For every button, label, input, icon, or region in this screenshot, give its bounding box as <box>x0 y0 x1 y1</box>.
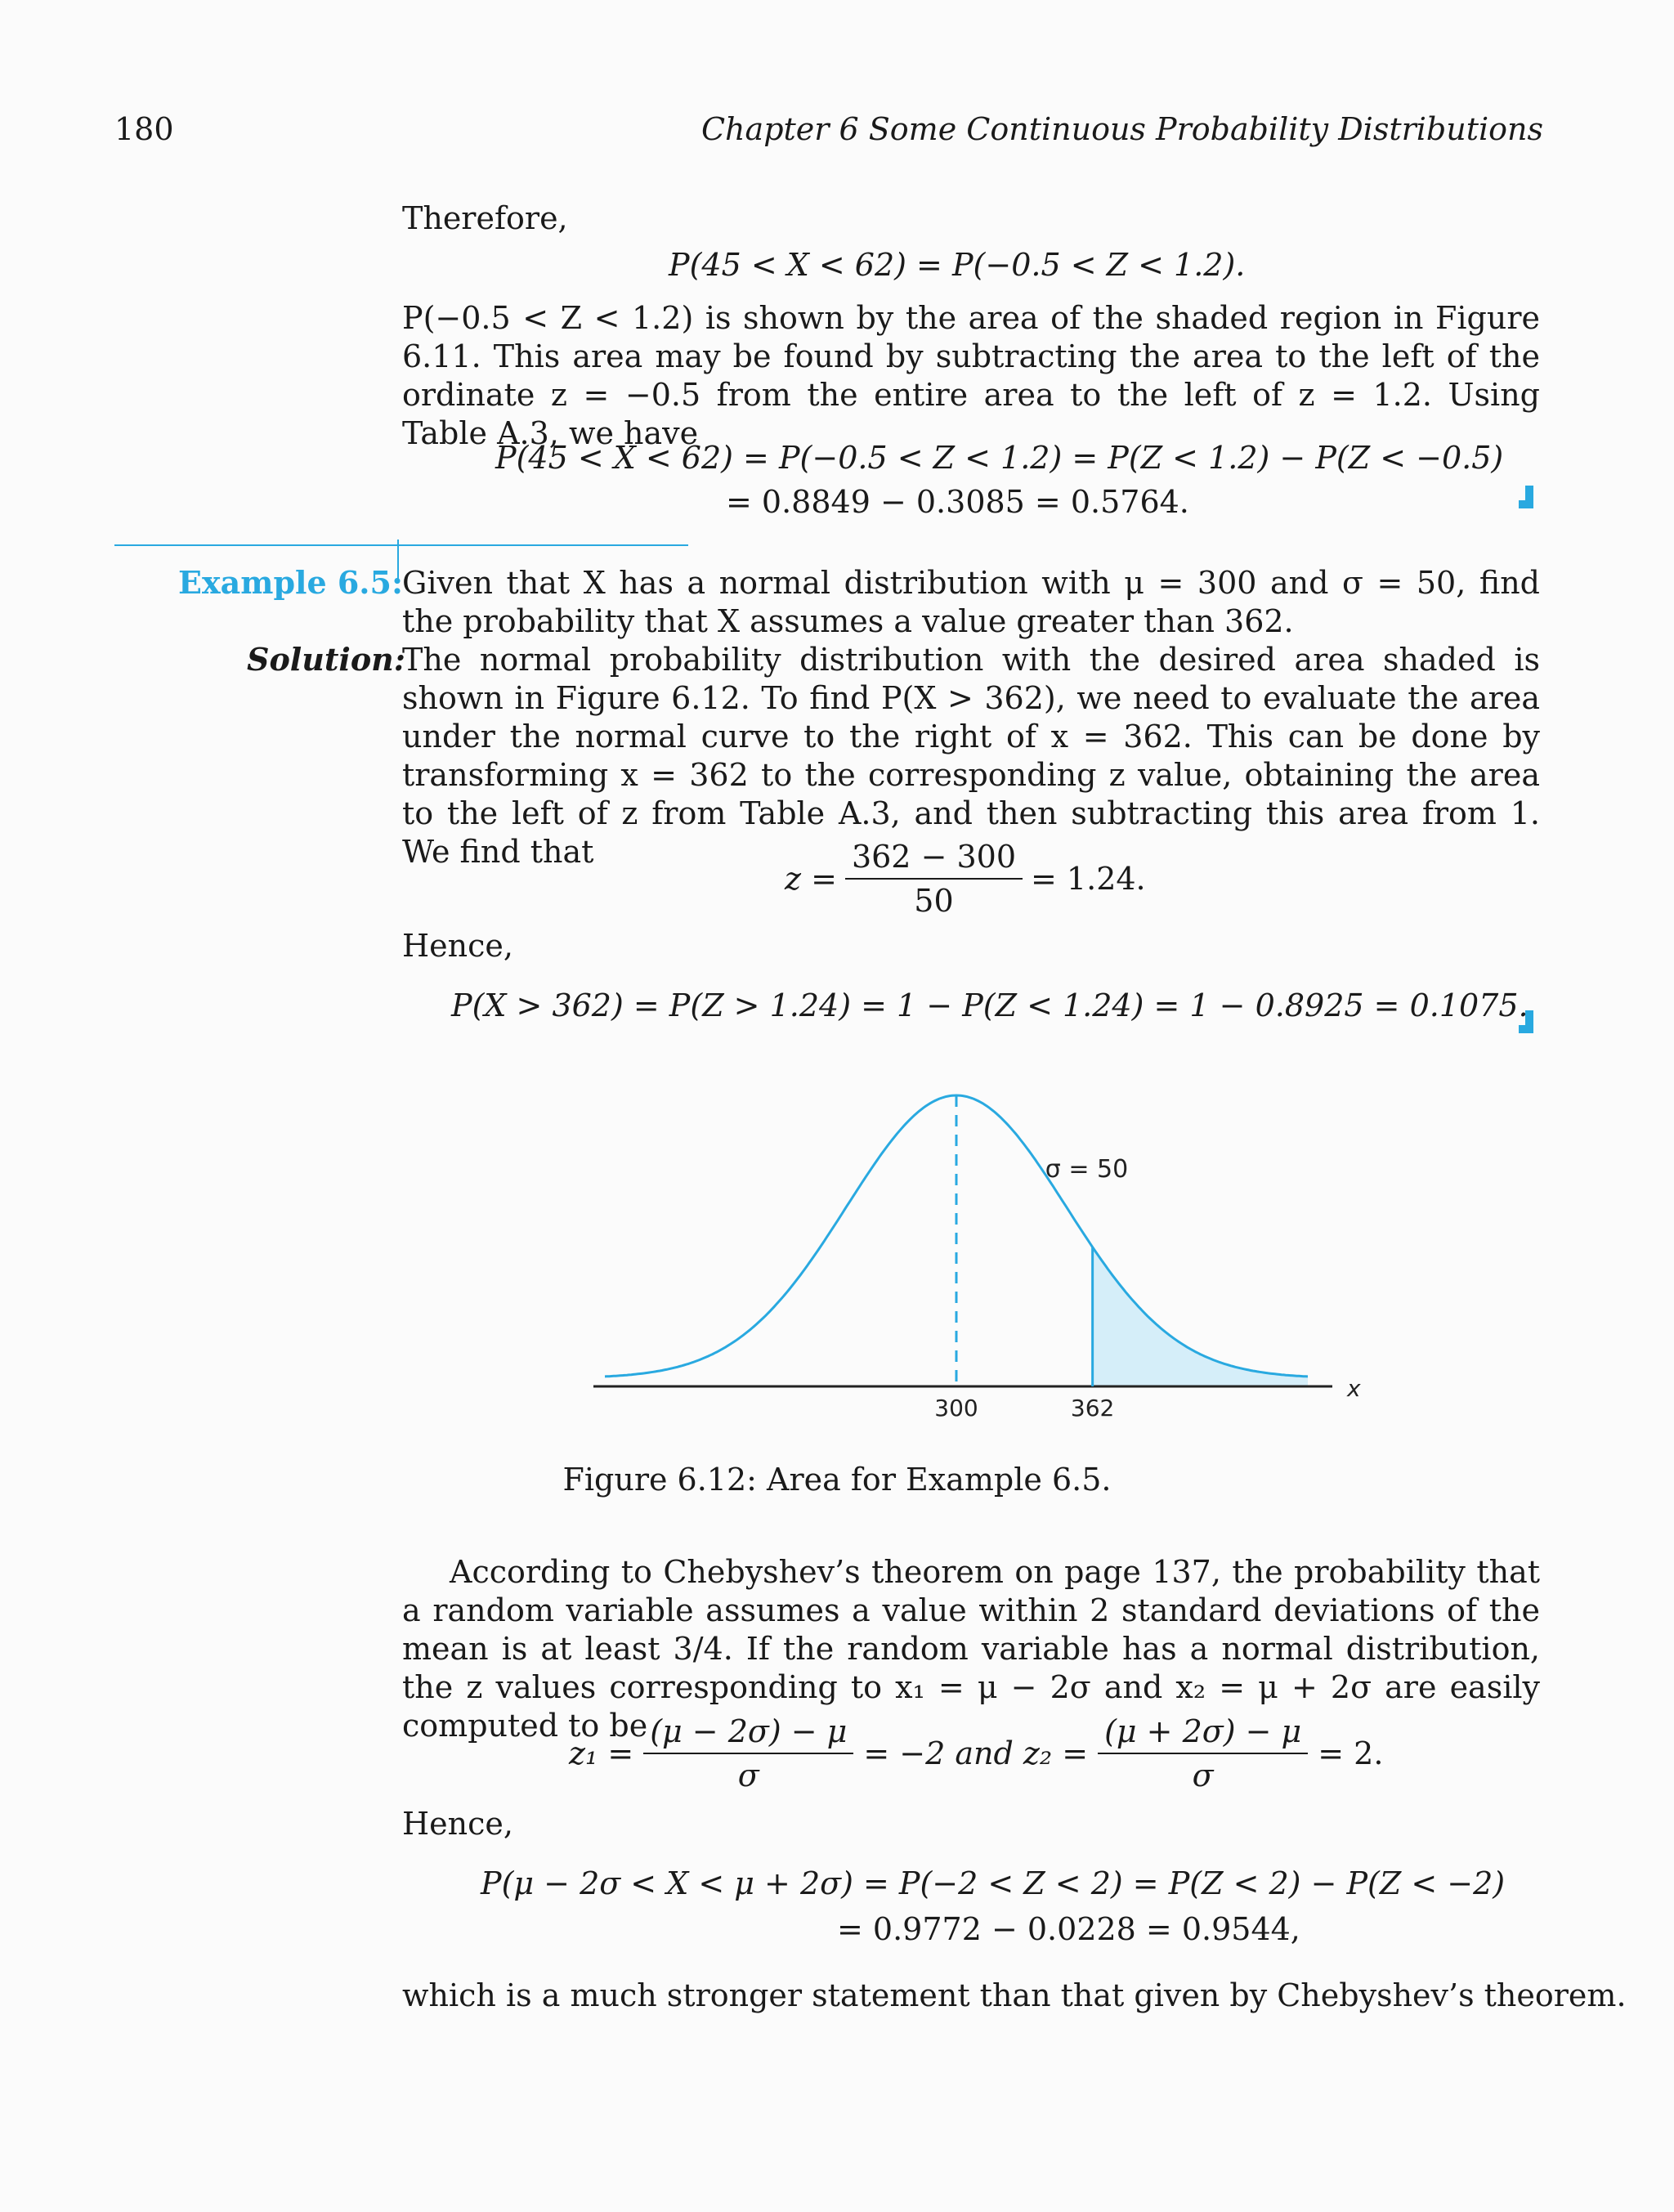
paragraph-shaded-region: P(−0.5 < Z < 1.2) is shown by the area of the shaded region in Figure 6.11. This area may be found by subtracting the area to the left of the ordinate z = −0.5 from the entire area to the left of z = 1.2. Using Table A.3, we have <box>402 300 1540 451</box>
chebyshev-paragraph: According to Chebyshev’s theorem on page 137, the probability that a random variable assumes a value within 2 standard deviations of the mean is at least 3/4. If the random variable has a normal distribution, the z values corresponding to x₁ = μ − 2σ and x₂ = μ + 2σ are easily computed to be <box>402 1554 1540 1744</box>
z2-denominator: σ <box>1192 1758 1214 1793</box>
z-equation <box>785 839 1146 919</box>
running-head: Chapter 6 Some Continuous Probability Distributions <box>700 111 1543 147</box>
hence-text-2: Hence, <box>402 1806 513 1842</box>
final-equation-line-1: P(μ − 2σ < X < μ + 2σ) = P(−2 < Z < 2) = P(Z < 2) − P(Z < −2) <box>481 1865 1506 1901</box>
x-axis-label: x <box>1347 1375 1361 1402</box>
page-number: 180 <box>114 111 174 147</box>
normal-curve-figure <box>572 1079 1373 1447</box>
z-equation-lhs: z = <box>785 861 837 897</box>
equation-2-line-1: P(45 < X < 62) = P(−0.5 < Z < 1.2) = P(Z < 1.2) − P(Z < −0.5) <box>495 440 1504 476</box>
solution-text: The normal probability distribution with the desired area shaded is shown in Figure 6.12. To find P(X > 362), we need to evaluate the area under the normal curve to the right of x = 362. This can be done by transforming x = 362 to the corresponding z value, obtaining the area to the left of z from Table A.3, and then subtracting this area from 1. We find that <box>402 642 1540 870</box>
example-rule <box>114 544 688 546</box>
equation-1: P(45 < X < 62) = P(−0.5 < Z < 1.2). <box>669 247 1246 283</box>
z-denominator: 50 <box>914 883 954 919</box>
tick-label-362: 362 <box>1070 1395 1115 1422</box>
z2-fraction <box>1098 1713 1308 1793</box>
z1-lhs: z₁ = <box>569 1735 634 1771</box>
solution-label: Solution: <box>247 641 405 678</box>
z1-z2-middle: = −2 and z₂ = <box>863 1735 1089 1771</box>
end-of-example-icon <box>1519 1010 1533 1033</box>
z1-numerator: (μ − 2σ) − μ <box>643 1713 853 1754</box>
sigma-annotation: σ = 50 <box>1045 1155 1129 1184</box>
hence-text-1: Hence, <box>402 928 513 964</box>
closing-sentence: which is a much stronger statement than that given by Chebyshev’s theorem. <box>402 1977 1627 2013</box>
z1-denominator: σ <box>737 1758 759 1793</box>
z-numerator: 362 − 300 <box>845 839 1023 880</box>
end-of-proof-icon <box>1519 486 1533 508</box>
z-fraction <box>845 839 1023 919</box>
shaded-area <box>1093 1247 1308 1386</box>
normal-curve-svg <box>572 1079 1373 1447</box>
z-equation-rhs: = 1.24. <box>1031 861 1146 897</box>
tick-label-300: 300 <box>934 1395 978 1422</box>
z1-z2-equation <box>569 1713 1383 1793</box>
z1-fraction <box>643 1713 853 1793</box>
equation-2-line-2: = 0.8849 − 0.3085 = 0.5764. <box>726 484 1189 520</box>
result-equation: P(X > 362) = P(Z > 1.24) = 1 − P(Z < 1.24) = 1 − 0.8925 = 0.1075. <box>451 987 1529 1023</box>
example-label: Example 6.5: <box>178 564 403 601</box>
z2-numerator: (μ + 2σ) − μ <box>1098 1713 1308 1754</box>
therefore-text: Therefore, <box>402 200 568 236</box>
example-statement: Given that X has a normal distribution with μ = 300 and σ = 50, find the probability that X assumes a value greater than 362. <box>402 565 1540 639</box>
z2-rhs: = 2. <box>1318 1735 1384 1771</box>
figure-caption: Figure 6.12: Area for Example 6.5. <box>562 1462 1112 1498</box>
final-equation-line-2: = 0.9772 − 0.0228 = 0.9544, <box>837 1911 1300 1947</box>
